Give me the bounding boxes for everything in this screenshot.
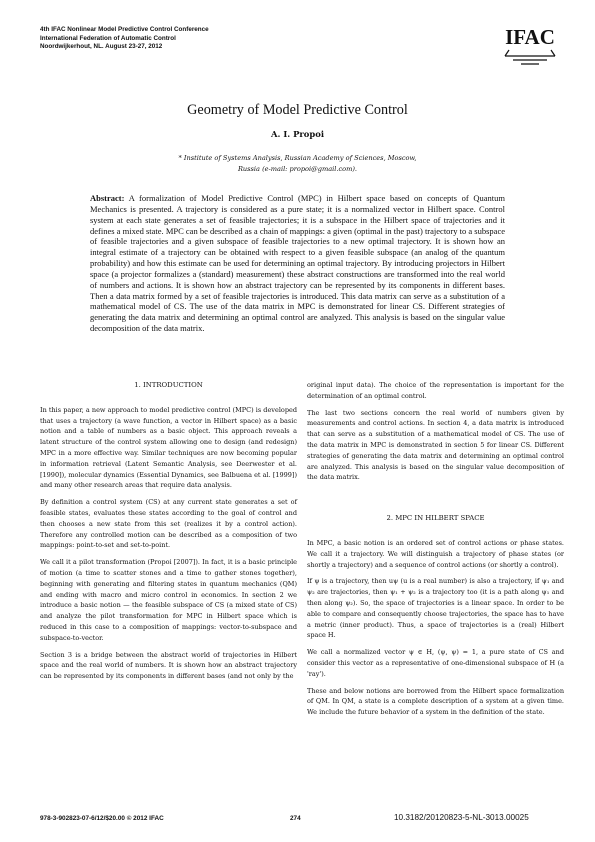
abstract-label: Abstract: [90, 193, 125, 203]
intro-paragraph-4: Section 3 is a bridge between the abstract world of trajectories in Hilbert space and the real world of numbers. It is shown how an abstract trajectory can be represented by its components in different bases (and not only by the [40, 650, 297, 681]
section-2-paragraph-4: These and below notions are borrowed from the Hilbert space formalization of QM. In QM, a state is a complete description of a system at a given time. We include the future behavior of a system in the definition of the state. [307, 686, 564, 717]
conference-line-2: International Federation of Automatic Control [40, 34, 176, 42]
footer-isbn: 978-3-902823-07-6/12/$20.00 © 2012 IFAC [40, 815, 164, 822]
footer-page-number: 274 [290, 815, 301, 822]
section-2-paragraph-2: If ψ is a trajectory, then uψ (u is a real number) is also a trajectory, if ψ₁ and ψ₂ are trajectories, then ψ₁ + ψ₂ is a trajectory too (it is a path along ψ₁ and then along ψ₂). So, the space of trajectories is a linear space. In order to be able to compare and consequently choose trajectories, the space has to have a metric (inner product). Thus, a space of trajectories is a (real) Hilbert space H. [307, 577, 564, 640]
left-column [40, 380, 297, 688]
section-2-paragraph-3: We call a normalized vector ψ ∈ H, (ψ, ψ) = 1, a pure state of CS and consider this vector as a representative of one-dimensional subspace of H (a 'ray'). [307, 648, 564, 678]
intro-paragraph-4-continued: original input data). The choice of the representation is important for the determination of an optimal control. [307, 381, 564, 400]
footer-doi: 10.3182/20120823-5-NL-3013.00025 [394, 813, 529, 822]
affiliation [100, 153, 495, 174]
abstract-text: A formalization of Model Predictive Control (MPC) in Hilbert space based on concepts of Quantum Mechanics is presented. A trajectory is considered as a pure state; it is a normalized vector in Hilbert space. Control system at each state generates a set of feasible trajectories; it is a subspace in the Hilbert space of trajectories and it defines a mixed state. MPC can be described as a chain of mappings: a given (optimal in the past) trajectory to a subspace of feasible trajectories and a given subspace of feasible trajectories to a new optimal trajectory. It is shown how an integral estimate of a trajectory can be obtained with respect to a given feasible subspace (an analog of the quantum probability) and how this estimate can be used for determining an optimal trajectory. By introducing projectors in Hilbert space (a projector formalizes a (standard) measurement) these abstract constructions are transformed into the real world of numbers and actions. It is shown how an abstract trajectory can be represented by its components in different bases. Then a data matrix formed by a set of feasible trajectories is introduced. This data matrix can serve as a substitution of a mathematical model of CS. The use of the data matrix in MPC is demonstrated for linear CS. Different strategies of generating the data matrix and determining an optimal control are analyzed. This analysis is based on the singular value decomposition of the data matrix. [90, 193, 506, 334]
affiliation-line-1: * Institute of Systems Analysis, Russian Academy of Sciences, Moscow, [178, 154, 417, 162]
ifac-logo [499, 20, 561, 68]
paper-title: Geometry of Model Predictive Control [187, 102, 408, 118]
intro-paragraph-1: In this paper, a new approach to model predictive control (MPC) is developed that uses a trajectory (a wave function, a vector in Hilbert space) as a basic notion and a table of numbers as a basic object. This approach reveals a latent structure of the control system allowing one to design (and redesign) MPC in a more effective way. Similar techniques are now becoming popular in information retrieval (Latent Semantic Analysis, see Deerwester et al. [1990]), molecular dynamics (Essential Dynamics, see Balbuena et al. [1999]) and many other research areas that require data analysis. [40, 405, 297, 490]
abstract [90, 193, 505, 334]
affiliation-line-2: Russia (e-mail: propoi@gmail.com). [237, 164, 358, 173]
author-name: A. I. Propoi [271, 129, 324, 139]
right-column [307, 380, 564, 724]
conference-header [40, 26, 370, 52]
section-1-heading: 1. INTRODUCTION [134, 381, 203, 389]
ifac-logo-text: IFAC [505, 25, 555, 49]
intro-paragraph-3: We call it a pilot transformation (Propoi [2007]). In fact, it is a basic principle of motion (a time to scatter stones and a time to gather stones together), beginning with generating and filtering states in quantum mechanics (QM) and ending with macro and micro control in economics. In section 2 we introduce a basic notion — the feasible subspace of CS (a mixed state of CS) and analyze the pilot transformation for MPC in Hilbert space which is reduced in this case to a composition of mappings: vector-to-subspace and subspace-to-vector. [40, 558, 297, 642]
section-2-paragraph-1: In MPC, a basic notion is an ordered set of control actions or phase states. We call it a trajectory. We will distinguish a trajectory of phase states (or shortly a trajectory) and a sequence of control actions (or shortly a control). [307, 538, 564, 569]
conference-line-3: Noordwijkerhout, NL. August 23-27, 2012 [40, 43, 163, 51]
intro-paragraph-2: By definition a control system (CS) at any current state generates a set of feasible states, evaluates these states according to the goal of control and then chooses a new state from this set (realizes it by a control action). Therefore any controlled motion can be described as a composition of two mappings: point-to-set and set-to-point. [40, 498, 297, 550]
section-2-heading: 2. MPC IN HILBERT SPACE [386, 514, 485, 523]
intro-paragraph-5: The last two sections concern the real world of numbers given by measurements and control actions. In section 4, a data matrix is introduced that can serve as a substitution of a mathematical model of CS. The use of the data matrix in MPC is demonstrated in section 5 for linear CS. Different strategies of generating the data matrix and determining an optimal control are analyzed. This analysis is based on the singular value decomposition of the data matrix. [307, 408, 564, 482]
conference-line-1: 4th IFAC Nonlinear Model Predictive Control Conference [40, 26, 209, 33]
